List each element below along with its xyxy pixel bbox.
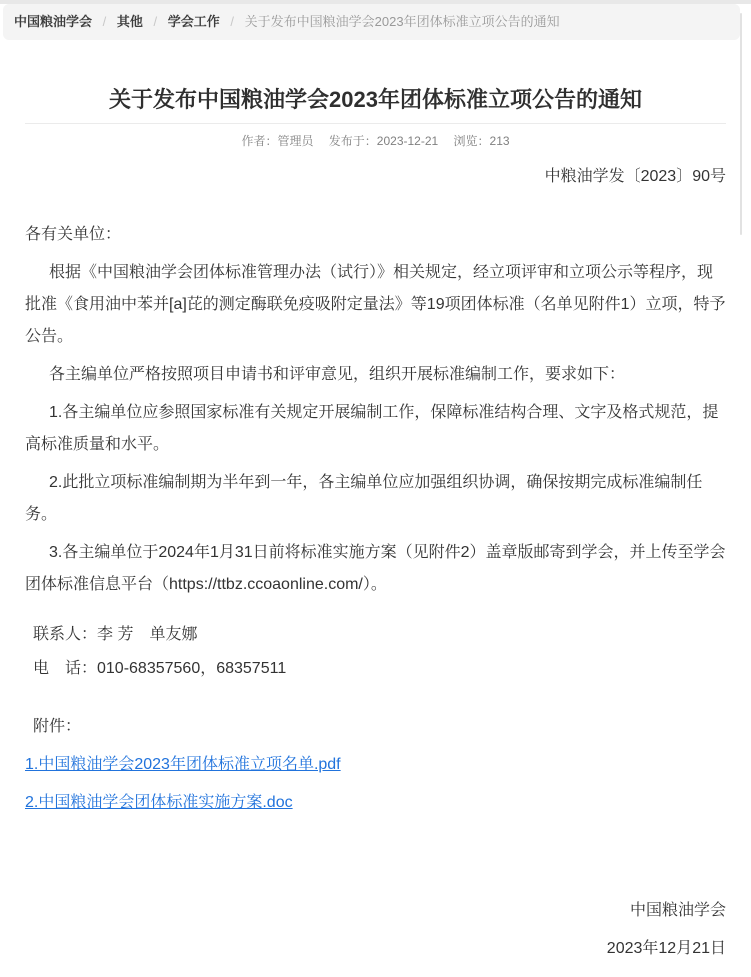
body-paragraph: 根据《中国粮油学会团体标准管理办法（试行）》相关规定，经立项评审和立项公示等程序，现批准《食用油中苯并[a]芘的测定酶联免疫吸附定量法》等19项团体标准（名单见附件1）立项，特予公告。: [25, 264, 726, 345]
body-paragraph: 1.各主编单位应参照国家标准有关规定开展编制工作，保障标准结构合理、文字及格式规范，提高标准质量和水平。: [25, 404, 719, 453]
attachments-block: [25, 711, 726, 819]
title-divider: [25, 123, 726, 124]
meta-view-count: 浏览：213: [453, 134, 510, 148]
page-title: 关于发布中国粮油学会2023年团体标准立项公告的通知: [109, 87, 642, 112]
breadcrumb-separator: /: [230, 14, 235, 29]
contact-phone: 电 话：010-68357560，68357511: [33, 660, 287, 677]
attachment-row: [25, 787, 726, 819]
signature-block: [25, 895, 726, 965]
signature-org: 中国粮油学会: [629, 902, 726, 919]
signature-date: 2023年12月21日: [606, 940, 726, 957]
body-paragraph: 3.各主编单位于2024年1月31日前将标准实施方案（见附件2）盖章版邮寄到学会，并上传至学会团体标准信息平台（https://ttbz.ccoaonline.com/）。: [25, 544, 726, 593]
breadcrumb-item-society-work[interactable]: 学会工作: [167, 14, 220, 29]
body-paragraph: 2.此批立项标准编制期为半年到一年，各主编单位应加强组织协调，确保按期完成标准编制任务。: [25, 474, 703, 523]
contact-person: 联系人：李 芳 单友娜: [33, 626, 198, 643]
content-area: [0, 86, 751, 965]
contact-block: [25, 619, 726, 685]
attachments-label: 附件：: [33, 718, 82, 735]
attachment-link-doc[interactable]: 2.中国粮油学会团体标准实施方案.doc: [25, 794, 293, 811]
meta-author: 作者：管理员: [241, 134, 314, 148]
document-number: 中粮油学发〔2023〕90号: [544, 168, 726, 185]
body-paragraph: 各主编单位严格按照项目申请书和评审意见，组织开展标准编制工作，要求如下：: [49, 366, 626, 383]
breadcrumb: [3, 4, 740, 40]
attachment-row: [25, 749, 726, 781]
breadcrumb-separator: /: [102, 14, 107, 29]
article-body: [25, 219, 726, 965]
breadcrumb-item-other[interactable]: 其他: [116, 14, 143, 29]
breadcrumb-current-page: 关于发布中国粮油学会2023年团体标准立项公告的通知: [244, 14, 560, 29]
attachment-link-pdf[interactable]: 1.中国粮油学会2023年团体标准立项名单.pdf: [25, 756, 341, 773]
salutation: 各有关单位：: [25, 226, 122, 243]
breadcrumb-item-home[interactable]: 中国粮油学会: [14, 14, 93, 29]
article-meta: [25, 132, 726, 149]
meta-publish-date: 发布于：2023-12-21: [328, 134, 439, 148]
scrollbar-thumb[interactable]: [740, 13, 742, 235]
breadcrumb-separator: /: [153, 14, 158, 29]
